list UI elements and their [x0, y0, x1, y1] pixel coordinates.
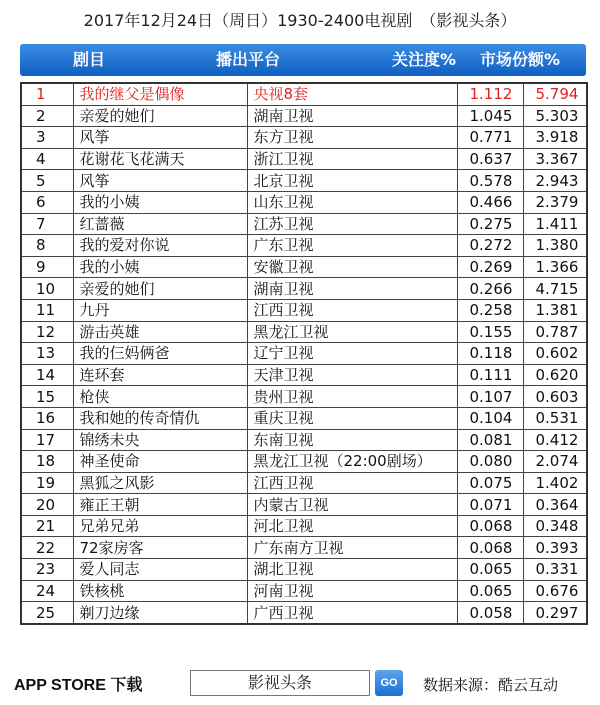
platform-cell: 河北卫视: [247, 515, 457, 537]
share-cell: 4.715: [523, 278, 587, 300]
table-row: [21, 429, 587, 451]
share-cell: 0.602: [523, 343, 587, 365]
drama-name-cell: 雍正王朝: [73, 494, 247, 516]
focus-cell: 0.107: [457, 386, 523, 408]
focus-cell: 0.578: [457, 170, 523, 192]
share-cell: 2.074: [523, 451, 587, 473]
table-row: [21, 235, 587, 257]
drama-name-cell: 游击英雄: [73, 321, 247, 343]
share-cell: 0.364: [523, 494, 587, 516]
platform-cell: 辽宁卫视: [247, 343, 457, 365]
table-row: [21, 515, 587, 537]
table-row: [21, 321, 587, 343]
rank-cell: 23: [21, 559, 73, 581]
data-source: 数据来源：酷云互动: [423, 676, 559, 694]
drama-name-cell: 剃刀边缘: [73, 602, 247, 624]
table-row: [21, 407, 587, 429]
platform-cell: 天津卫视: [247, 364, 457, 386]
focus-cell: 0.058: [457, 602, 523, 624]
share-cell: 3.918: [523, 127, 587, 149]
footer: [0, 666, 600, 702]
table-row: [21, 256, 587, 278]
platform-cell: 湖北卫视: [247, 559, 457, 581]
rank-cell: 17: [21, 429, 73, 451]
share-cell: 5.303: [523, 105, 587, 127]
focus-cell: 0.080: [457, 451, 523, 473]
rank-cell: 6: [21, 191, 73, 213]
platform-cell: 湖南卫视: [247, 278, 457, 300]
platform-cell: 黑龙江卫视（22:00剧场）: [247, 451, 457, 473]
platform-cell: 江西卫视: [247, 472, 457, 494]
header-drama: 剧目: [73, 50, 106, 69]
platform-cell: 安徽卫视: [247, 256, 457, 278]
rank-cell: 4: [21, 148, 73, 170]
focus-cell: 0.068: [457, 537, 523, 559]
rank-cell: 7: [21, 213, 73, 235]
table-row: [21, 278, 587, 300]
drama-name-cell: 亲爱的她们: [73, 105, 247, 127]
drama-name-cell: 九丹: [73, 299, 247, 321]
share-cell: 0.297: [523, 602, 587, 624]
platform-cell: 河南卫视: [247, 580, 457, 602]
share-cell: 0.393: [523, 537, 587, 559]
share-cell: 3.367: [523, 148, 587, 170]
rank-cell: 14: [21, 364, 73, 386]
focus-cell: 0.258: [457, 299, 523, 321]
platform-cell: 贵州卫视: [247, 386, 457, 408]
platform-cell: 北京卫视: [247, 170, 457, 192]
search-input[interactable]: 影视头条: [190, 670, 370, 696]
share-cell: 0.603: [523, 386, 587, 408]
table-row: [21, 386, 587, 408]
focus-cell: 0.081: [457, 429, 523, 451]
focus-cell: 0.104: [457, 407, 523, 429]
drama-name-cell: 铁核桃: [73, 580, 247, 602]
share-cell: 5.794: [523, 83, 587, 105]
focus-cell: 0.065: [457, 559, 523, 581]
focus-cell: 0.075: [457, 472, 523, 494]
drama-name-cell: 我的爱对你说: [73, 235, 247, 257]
rank-cell: 16: [21, 407, 73, 429]
table-row: [21, 602, 587, 624]
focus-cell: 1.045: [457, 105, 523, 127]
platform-cell: 内蒙古卫视: [247, 494, 457, 516]
rank-cell: 11: [21, 299, 73, 321]
table-row: [21, 299, 587, 321]
table-row: [21, 451, 587, 473]
rank-cell: 24: [21, 580, 73, 602]
drama-name-cell: 枪侠: [73, 386, 247, 408]
page-title: 2017年12月24日（周日）1930-2400电视剧 （影视头条）: [83, 11, 517, 30]
table-row: [21, 559, 587, 581]
platform-cell: 山东卫视: [247, 191, 457, 213]
focus-cell: 0.466: [457, 191, 523, 213]
drama-name-cell: 我的小姨: [73, 256, 247, 278]
table-row: [21, 191, 587, 213]
table-row: [21, 213, 587, 235]
drama-name-cell: 我的小姨: [73, 191, 247, 213]
share-cell: 1.380: [523, 235, 587, 257]
rank-cell: 15: [21, 386, 73, 408]
share-cell: 1.366: [523, 256, 587, 278]
table-row: [21, 170, 587, 192]
share-cell: 0.331: [523, 559, 587, 581]
drama-name-cell: 兄弟兄弟: [73, 515, 247, 537]
platform-cell: 广东南方卫视: [247, 537, 457, 559]
table-row: [21, 148, 587, 170]
focus-cell: 0.266: [457, 278, 523, 300]
focus-cell: 0.118: [457, 343, 523, 365]
platform-cell: 重庆卫视: [247, 407, 457, 429]
header-share: 市场份额%: [480, 50, 561, 69]
platform-cell: 浙江卫视: [247, 148, 457, 170]
table-row: [21, 343, 587, 365]
table-row: [21, 105, 587, 127]
drama-name-cell: 连环套: [73, 364, 247, 386]
focus-cell: 0.269: [457, 256, 523, 278]
drama-name-cell: 风筝: [73, 170, 247, 192]
table-row: [21, 537, 587, 559]
share-cell: 0.412: [523, 429, 587, 451]
share-cell: 1.411: [523, 213, 587, 235]
drama-name-cell: 我的继父是偶像: [73, 83, 247, 105]
rank-cell: 19: [21, 472, 73, 494]
drama-name-cell: 亲爱的她们: [73, 278, 247, 300]
share-cell: 1.381: [523, 299, 587, 321]
share-cell: 1.402: [523, 472, 587, 494]
rank-cell: 12: [21, 321, 73, 343]
rank-cell: 13: [21, 343, 73, 365]
rank-cell: 18: [21, 451, 73, 473]
rank-cell: 5: [21, 170, 73, 192]
focus-cell: 1.112: [457, 83, 523, 105]
rank-cell: 9: [21, 256, 73, 278]
platform-cell: 央视8套: [247, 83, 457, 105]
drama-name-cell: 神圣使命: [73, 451, 247, 473]
rank-cell: 2: [21, 105, 73, 127]
focus-cell: 0.111: [457, 364, 523, 386]
focus-cell: 0.155: [457, 321, 523, 343]
drama-name-cell: 爱人同志: [73, 559, 247, 581]
rank-cell: 10: [21, 278, 73, 300]
share-cell: 0.620: [523, 364, 587, 386]
share-cell: 0.787: [523, 321, 587, 343]
table-row: [21, 494, 587, 516]
table-header: [20, 44, 586, 76]
share-cell: 2.379: [523, 191, 587, 213]
share-cell: 2.943: [523, 170, 587, 192]
platform-cell: 广东卫视: [247, 235, 457, 257]
focus-cell: 0.771: [457, 127, 523, 149]
share-cell: 0.676: [523, 580, 587, 602]
rank-cell: 3: [21, 127, 73, 149]
platform-cell: 江苏卫视: [247, 213, 457, 235]
rank-cell: 22: [21, 537, 73, 559]
focus-cell: 0.065: [457, 580, 523, 602]
table-row: [21, 472, 587, 494]
platform-cell: 湖南卫视: [247, 105, 457, 127]
ratings-table-body: [21, 83, 587, 624]
rank-cell: 1: [21, 83, 73, 105]
drama-name-cell: 黑狐之风影: [73, 472, 247, 494]
rank-cell: 20: [21, 494, 73, 516]
drama-name-cell: 红蔷薇: [73, 213, 247, 235]
drama-name-cell: 花谢花飞花满天: [73, 148, 247, 170]
drama-name-cell: 我和她的传奇情仇: [73, 407, 247, 429]
app-store-label: APP STORE 下载: [14, 677, 143, 694]
platform-cell: 黑龙江卫视: [247, 321, 457, 343]
drama-name-cell: 我的仨妈俩爸: [73, 343, 247, 365]
drama-name-cell: 锦绣未央: [73, 429, 247, 451]
platform-cell: 江西卫视: [247, 299, 457, 321]
table-row: [21, 580, 587, 602]
focus-cell: 0.637: [457, 148, 523, 170]
header-focus: 关注度%: [392, 50, 457, 69]
share-cell: 0.348: [523, 515, 587, 537]
table-row: [21, 83, 587, 105]
focus-cell: 0.272: [457, 235, 523, 257]
ratings-table: [20, 82, 588, 625]
focus-cell: 0.071: [457, 494, 523, 516]
rank-cell: 8: [21, 235, 73, 257]
drama-name-cell: 风筝: [73, 127, 247, 149]
drama-name-cell: 72家房客: [73, 537, 247, 559]
platform-cell: 东方卫视: [247, 127, 457, 149]
table-row: [21, 364, 587, 386]
share-cell: 0.531: [523, 407, 587, 429]
platform-cell: 东南卫视: [247, 429, 457, 451]
focus-cell: 0.275: [457, 213, 523, 235]
rank-cell: 25: [21, 602, 73, 624]
header-platform: 播出平台: [216, 50, 281, 69]
platform-cell: 广西卫视: [247, 602, 457, 624]
focus-cell: 0.068: [457, 515, 523, 537]
rank-cell: 21: [21, 515, 73, 537]
go-button[interactable]: GO: [375, 670, 403, 696]
table-row: [21, 127, 587, 149]
